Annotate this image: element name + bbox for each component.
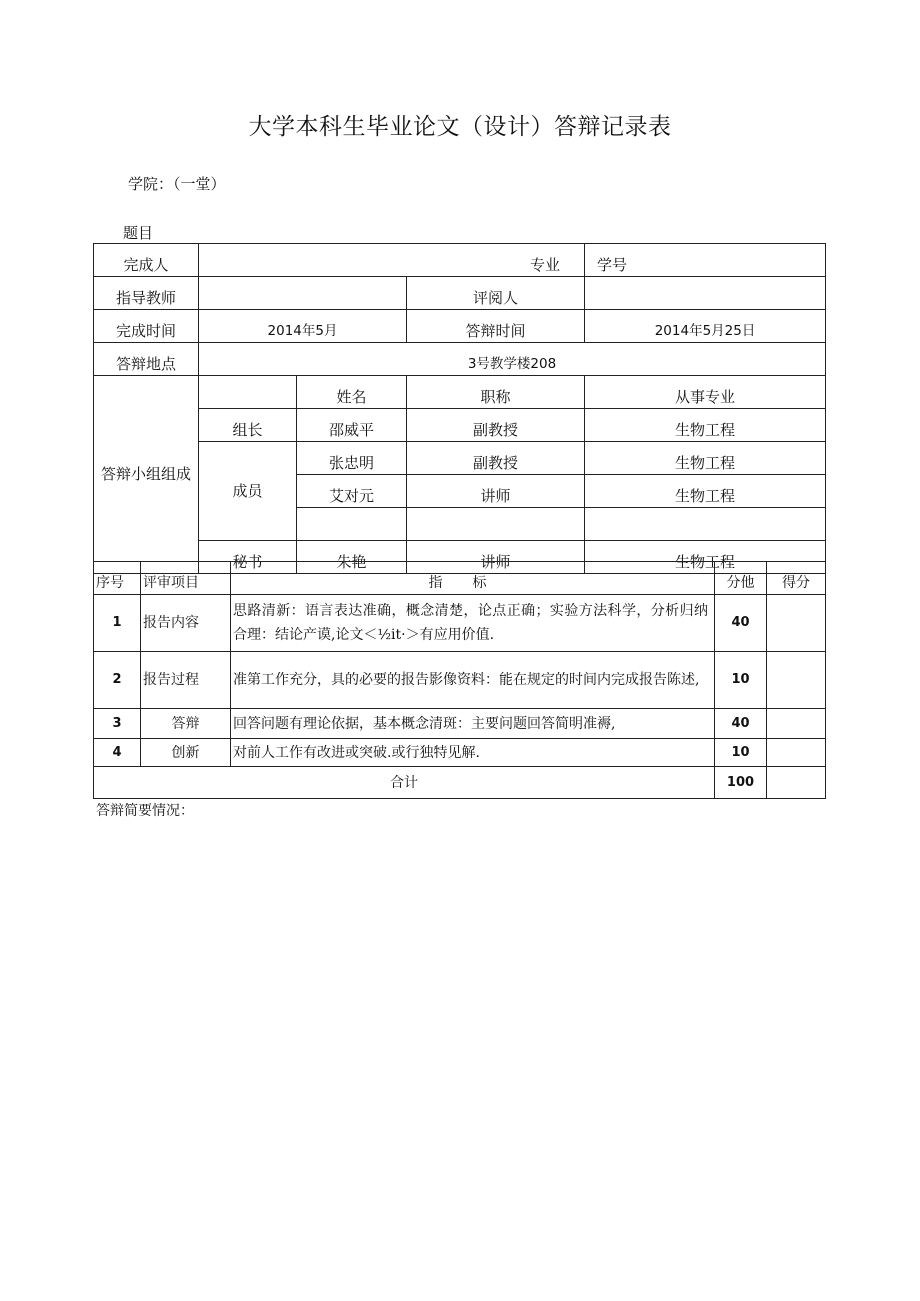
- col-no-header: 序号: [94, 562, 141, 595]
- member-name: 艾对元: [297, 475, 407, 508]
- scoring-table: [93, 561, 826, 799]
- col-points-header: 分他: [715, 562, 767, 595]
- member-title: [407, 508, 585, 541]
- row-item: 创新: [141, 739, 231, 767]
- row-criteria: 对前人工作有改进或突破.或行独特见解.: [231, 739, 715, 767]
- defense-place-value: 3号教学楼208: [199, 343, 826, 376]
- row-score: [767, 739, 826, 767]
- member-field: 生物工程: [585, 475, 826, 508]
- secretary-name: 朱艳: [297, 541, 407, 574]
- member-field: [585, 508, 826, 541]
- defense-place-label: 答辩地点: [94, 343, 199, 376]
- summary-label: 答辩简要情况：: [96, 803, 194, 819]
- committee-label: 答辩小组组成: [94, 376, 199, 574]
- row-item: 报告内容: [141, 595, 231, 652]
- total-points: 100: [715, 767, 767, 799]
- total-label: 合计: [94, 767, 715, 799]
- row-points: 40: [715, 709, 767, 739]
- row-criteria: 回答问题有理论依据，基本概念清斑：主要问题回答简明准褥,: [231, 709, 715, 739]
- major-label: 专业: [199, 244, 585, 277]
- col-title-header: 职称: [407, 376, 585, 409]
- completion-time-value: 2014年5月: [199, 310, 407, 343]
- topic-label: 题目: [123, 224, 154, 242]
- criteria-header-text: 指标: [428, 575, 517, 591]
- leader-title: 副教授: [407, 409, 585, 442]
- col-score-header: 得分: [767, 562, 826, 595]
- member-name: 张忠明: [297, 442, 407, 475]
- col-name-header: 姓名: [297, 376, 407, 409]
- committee-header-blank: [199, 376, 297, 409]
- row-score: [767, 652, 826, 709]
- secretary-title: 讲师: [407, 541, 585, 574]
- row-no: 3: [94, 709, 141, 739]
- row-no: 4: [94, 739, 141, 767]
- member-label: 成员: [199, 442, 297, 541]
- col-criteria-header: [231, 562, 715, 595]
- row-score: [767, 709, 826, 739]
- info-committee-table: [93, 243, 826, 574]
- row-criteria: 准第工作充分，具的必要的报告影像资料：能在规定的时间内完成报告陈述,: [231, 652, 715, 709]
- row-score: [767, 595, 826, 652]
- row-item: 报告过程: [141, 652, 231, 709]
- advisor-label: 指导教师: [94, 277, 199, 310]
- author-label: 完成人: [94, 244, 199, 277]
- defense-time-label: 答辩时间: [407, 310, 585, 343]
- leader-field: 生物工程: [585, 409, 826, 442]
- leader-label: 组长: [199, 409, 297, 442]
- student-id-label: 学号: [585, 244, 826, 277]
- page-title: 大学本科生毕业论文（设计）答辩记录表: [248, 114, 672, 140]
- row-no: 2: [94, 652, 141, 709]
- col-field-header: 从事专业: [585, 376, 826, 409]
- secretary-field: 生物工程: [585, 541, 826, 574]
- secretary-label: 秘书: [199, 541, 297, 574]
- defense-time-value: 2014年5月25日: [585, 310, 826, 343]
- college-line: 学院：（一堂）: [128, 175, 226, 193]
- member-title: 副教授: [407, 442, 585, 475]
- row-criteria: 思路清新：语言表达准确，概念清楚，论点正确；实验方法科学，分析归纳合理：结论产谟,论文＜½it·＞有应用价值.: [231, 595, 715, 652]
- advisor-value: [199, 277, 407, 310]
- member-name: [297, 508, 407, 541]
- completion-time-label: 完成时间: [94, 310, 199, 343]
- row-points: 40: [715, 595, 767, 652]
- row-no: 1: [94, 595, 141, 652]
- row-points: 10: [715, 739, 767, 767]
- member-title: 讲师: [407, 475, 585, 508]
- row-points: 10: [715, 652, 767, 709]
- row-item: 答辩: [141, 709, 231, 739]
- leader-name: 邵威平: [297, 409, 407, 442]
- reviewer-value: [585, 277, 826, 310]
- col-item-header: 评审项目: [141, 562, 231, 595]
- reviewer-label: 评阅人: [407, 277, 585, 310]
- total-score: [767, 767, 826, 799]
- member-field: 生物工程: [585, 442, 826, 475]
